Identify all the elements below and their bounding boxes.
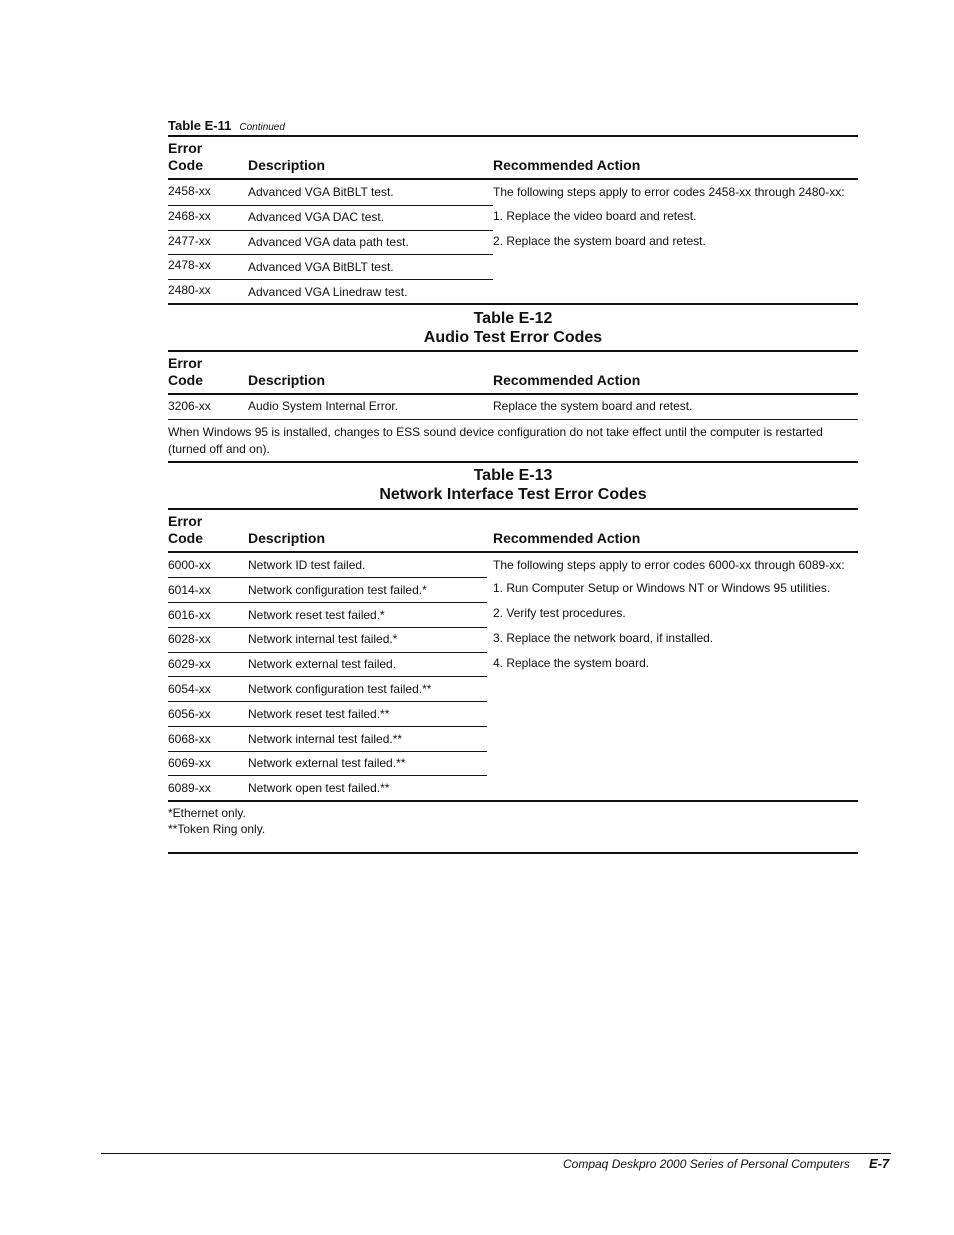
row-divider bbox=[168, 726, 487, 727]
error-code: 6016-xx bbox=[168, 608, 211, 622]
table-e12-header-action: Recommended Action bbox=[493, 372, 641, 388]
description: Network internal test failed.** bbox=[248, 732, 403, 746]
row-divider bbox=[168, 205, 493, 206]
table-e13-header-rule bbox=[168, 551, 858, 553]
row-divider bbox=[168, 627, 487, 628]
error-code: 6056-xx bbox=[168, 707, 211, 721]
description: Advanced VGA DAC test. bbox=[248, 210, 385, 224]
error-code: 6068-xx bbox=[168, 732, 211, 746]
table-e11-action-step: 2. Replace the system board and retest. bbox=[493, 234, 706, 248]
error-code: 3206-xx bbox=[168, 399, 211, 413]
error-code: 2478-xx bbox=[168, 258, 211, 272]
page-number: E-7 bbox=[869, 1156, 890, 1171]
description: Advanced VGA Linedraw test. bbox=[248, 285, 408, 299]
description: Network open test failed.** bbox=[248, 781, 390, 795]
description: Network reset test failed.* bbox=[248, 608, 385, 622]
table-e13-title: Table E-13 Network Interface Test Error Codes bbox=[379, 467, 647, 503]
error-code: 6089-xx bbox=[168, 781, 211, 795]
row-divider bbox=[168, 676, 487, 677]
description: Network configuration test failed.** bbox=[248, 682, 432, 696]
table-e13-header-action: Recommended Action bbox=[493, 530, 641, 546]
description: Network external test failed.** bbox=[248, 756, 406, 770]
description: Network external test failed. bbox=[248, 657, 397, 671]
description: Advanced VGA BitBLT test. bbox=[248, 185, 394, 199]
recommended-action: Replace the system board and retest. bbox=[493, 399, 693, 413]
table-e13-action-step: 1. Run Computer Setup or Windows NT or Windows 95 utilities. bbox=[493, 581, 831, 595]
error-code: 6014-xx bbox=[168, 583, 211, 597]
table-e11-continued: Continued bbox=[239, 122, 285, 133]
table-e13-action-step: 4. Replace the system board. bbox=[493, 656, 650, 670]
row-divider bbox=[168, 254, 493, 255]
description: Audio System Internal Error. bbox=[248, 399, 399, 413]
table-e13-action-step: 2. Verify test procedures. bbox=[493, 606, 626, 620]
table-e11-header-code: Error Code bbox=[168, 140, 203, 173]
table-e13-action-step: 3. Replace the network board, if installed. bbox=[493, 631, 714, 645]
table-e12-note: When Windows 95 is installed, changes to ESS sound device configuration do not take effect until the computer is restarted (turned off and on). bbox=[168, 425, 823, 456]
table-e11-label: Table E-11 bbox=[168, 118, 232, 133]
error-code: 6028-xx bbox=[168, 632, 211, 646]
table-e13-end-rule bbox=[168, 852, 858, 854]
table-e11-bottom-rule bbox=[168, 303, 858, 305]
table-e13-bottom-rule bbox=[168, 800, 858, 802]
table-e12-header-rule bbox=[168, 393, 858, 395]
footnote-ethernet: *Ethernet only. bbox=[168, 806, 246, 820]
error-code: 2468-xx bbox=[168, 209, 211, 223]
row-divider bbox=[168, 230, 493, 231]
row-divider bbox=[168, 419, 858, 420]
table-e11-header-rule bbox=[168, 178, 858, 180]
table-e11-caption bbox=[168, 117, 285, 135]
row-divider bbox=[168, 775, 487, 776]
row-divider bbox=[168, 602, 487, 603]
table-e13-top-rule bbox=[168, 508, 858, 510]
footnote-token-ring: **Token Ring only. bbox=[168, 822, 266, 836]
error-code: 6069-xx bbox=[168, 756, 211, 770]
table-e11-action-intro: The following steps apply to error codes 2458-xx through 2480-xx: bbox=[493, 185, 845, 199]
row-divider bbox=[168, 652, 487, 653]
row-divider bbox=[168, 701, 487, 702]
table-e12-top-rule bbox=[168, 350, 858, 352]
row-divider bbox=[168, 577, 487, 578]
table-e12-header-description: Description bbox=[248, 372, 326, 388]
table-e12-header-code: Error Code bbox=[168, 355, 203, 388]
table-e11-action-step: 1. Replace the video board and retest. bbox=[493, 209, 697, 223]
error-code: 2477-xx bbox=[168, 234, 211, 248]
table-e12-title: Table E-12 Audio Test Error Codes bbox=[423, 310, 603, 346]
error-code: 2480-xx bbox=[168, 283, 211, 297]
description: Advanced VGA BitBLT test. bbox=[248, 260, 394, 274]
error-code: 6029-xx bbox=[168, 657, 211, 671]
table-e13-header-code: Error Code bbox=[168, 513, 203, 546]
table-e13-action-intro: The following steps apply to error codes 6000-xx through 6089-xx: bbox=[493, 558, 845, 572]
table-e13-header-description: Description bbox=[248, 530, 326, 546]
description: Network internal test failed.* bbox=[248, 632, 398, 646]
footer-rule bbox=[101, 1153, 891, 1154]
error-code: 6054-xx bbox=[168, 682, 211, 696]
description: Network configuration test failed.* bbox=[248, 583, 427, 597]
description: Network ID test failed. bbox=[248, 558, 366, 572]
description: Network reset test failed.** bbox=[248, 707, 390, 721]
error-code: 6000-xx bbox=[168, 558, 211, 572]
table-e11-top-rule bbox=[168, 135, 858, 137]
row-divider bbox=[168, 279, 493, 280]
footer-title: Compaq Deskpro 2000 Series of Personal Computers bbox=[563, 1157, 850, 1171]
table-e11-header-description: Description bbox=[248, 157, 326, 173]
description: Advanced VGA data path test. bbox=[248, 235, 409, 249]
row-divider bbox=[168, 751, 487, 752]
error-code: 2458-xx bbox=[168, 184, 211, 198]
table-e12-bottom-rule bbox=[168, 461, 858, 463]
table-e11-header-action: Recommended Action bbox=[493, 157, 641, 173]
